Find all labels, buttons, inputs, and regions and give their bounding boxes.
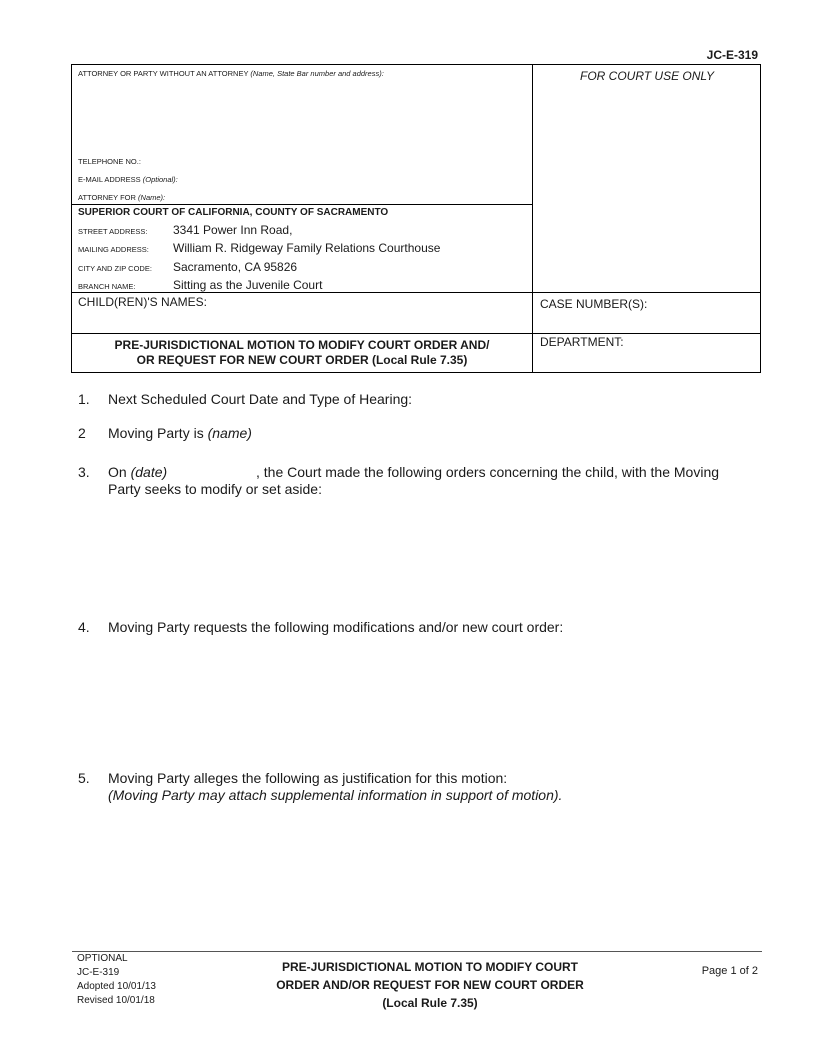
department-label: DEPARTMENT: bbox=[540, 335, 624, 349]
children-names-label: CHILD(REN)'S NAMES: bbox=[78, 295, 207, 309]
item-1-number: 1. bbox=[78, 391, 90, 407]
street-address-value: 3341 Power Inn Road, bbox=[173, 223, 293, 237]
mailing-address-value: William R. Ridgeway Family Relations Courthouse bbox=[173, 241, 441, 255]
case-number-label: CASE NUMBER(S): bbox=[540, 297, 648, 311]
item-5-note: (Moving Party may attach supplemental information in support of motion). bbox=[108, 787, 563, 803]
telephone-label: TELEPHONE NO.: bbox=[78, 157, 141, 166]
branch-name-label: BRANCH NAME: bbox=[78, 282, 136, 291]
mailing-address-label: MAILING ADDRESS: bbox=[78, 245, 149, 254]
city-zip-label: CITY AND ZIP CODE: bbox=[78, 264, 152, 273]
court-use-label: FOR COURT USE ONLY bbox=[579, 69, 715, 83]
page-number: Page 1 of 2 bbox=[701, 965, 758, 977]
item-1-text: Next Scheduled Court Date and Type of Hearing: bbox=[108, 391, 413, 407]
item-3-text-b: , the Court made the following orders concerning the child, with the Moving bbox=[256, 464, 720, 480]
item-4-text: Moving Party requests the following modifications and/or new court order: bbox=[108, 619, 564, 635]
department-field[interactable] bbox=[540, 350, 756, 370]
branch-name-value: Sitting as the Juvenile Court bbox=[173, 278, 323, 292]
court-name: SUPERIOR COURT OF CALIFORNIA, COUNTY OF SACRAMENTO bbox=[78, 207, 389, 218]
item-4-number: 4. bbox=[78, 619, 90, 635]
form-number: JC-E-319 bbox=[706, 48, 758, 62]
attorney-label: ATTORNEY OR PARTY WITHOUT AN ATTORNEY (Name, State Bar number and address): bbox=[78, 69, 384, 78]
item-3-text-a: On (date) bbox=[108, 464, 168, 480]
case-number-field[interactable] bbox=[540, 312, 756, 331]
item-3-date-field[interactable] bbox=[172, 462, 254, 481]
item-5-number: 5. bbox=[78, 770, 90, 786]
item-3-text-c: Party seeks to modify or set aside: bbox=[108, 481, 322, 497]
street-address-label: STREET ADDRESS: bbox=[78, 227, 148, 236]
caption-divider bbox=[532, 64, 533, 373]
children-names-field[interactable] bbox=[78, 309, 528, 331]
footer-form-info: OPTIONAL JC-E-319 Adopted 10/01/13 Revised 10/01/18 bbox=[77, 953, 156, 1006]
footer-title: PRE-JURISDICTIONAL MOTION TO MODIFY COURT ORDER AND/OR REQUEST FOR NEW COURT ORDER (Local Rule 7.35) bbox=[276, 960, 584, 1010]
court-section-line bbox=[72, 204, 532, 205]
title-line bbox=[72, 333, 761, 334]
city-zip-value: Sacramento, CA 95826 bbox=[173, 260, 298, 274]
item-2-text: Moving Party is (name) bbox=[108, 425, 252, 441]
email-label: E-MAIL ADDRESS (Optional): bbox=[78, 175, 178, 184]
footer-rule bbox=[72, 951, 762, 952]
attorney-for-label: ATTORNEY FOR (Name): bbox=[78, 193, 166, 202]
item-3-number: 3. bbox=[78, 464, 90, 480]
children-line bbox=[72, 292, 761, 293]
item-2-number: 2 bbox=[78, 425, 86, 441]
form-title: PRE-JURISDICTIONAL MOTION TO MODIFY COURT ORDER AND/ OR REQUEST FOR NEW COURT ORDER (Local Rule 7.35) bbox=[114, 338, 490, 367]
item-5-text: Moving Party alleges the following as justification for this motion: bbox=[108, 770, 508, 786]
